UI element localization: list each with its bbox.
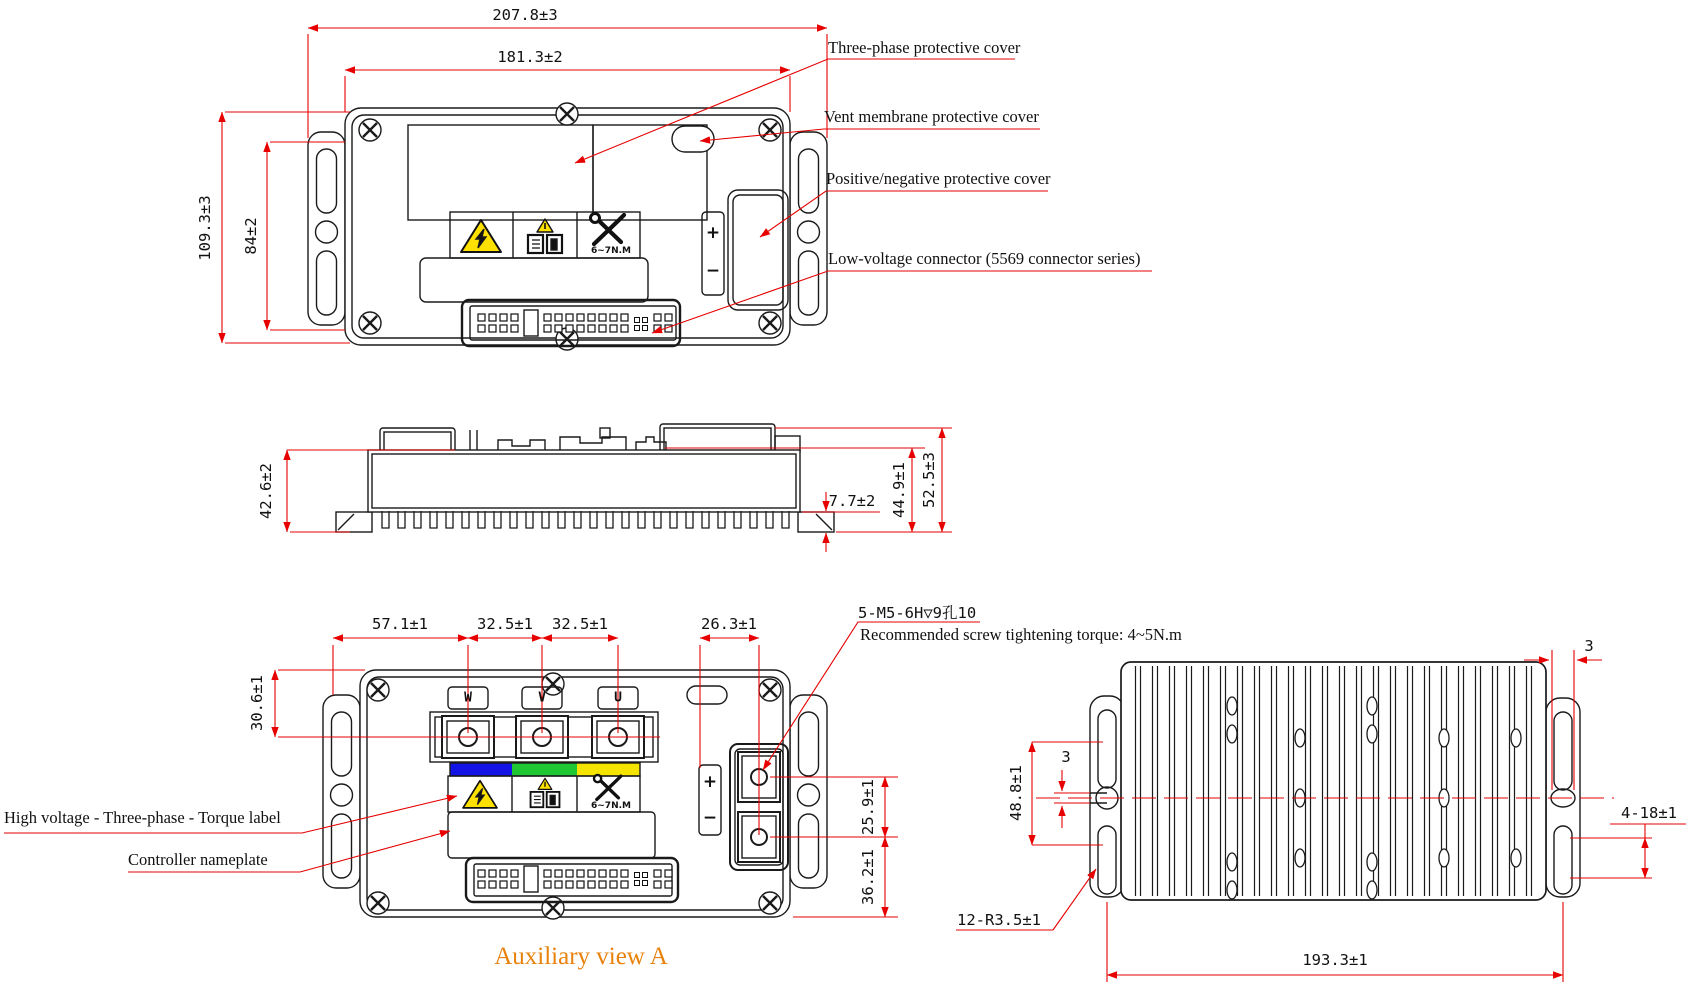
mount-ear-right [790,132,827,325]
dim-aux-phase-depth: 30.6±1 [248,675,266,731]
torque-badge-aux: 6~7N.M [591,801,631,811]
dim-bottom-fillet: 12-R3.5±1 [957,911,1041,929]
note-thread-spec: 5-M5-6H▽9孔10 [858,604,977,622]
phase-color-bar [450,763,640,776]
dim-top-overall-width: 207.8±3 [492,6,558,24]
aux-view-title: Auxiliary view A [494,943,668,970]
dim-top-inner-height: 84±2 [242,217,260,255]
top-view [308,103,827,350]
phase-label-v: V [538,690,546,706]
mount-ear-left [1090,696,1124,897]
dim-bottom-mount-slot: 4-18±1 [1621,804,1677,822]
dim-top-overall-height: 109.3±3 [196,195,214,261]
aux-view [323,670,827,919]
callout-low-voltage: Low-voltage connector (5569 connector series) [828,249,1141,268]
vent-membrane [687,686,727,704]
dim-aux-dc-bottom: 36.2±1 [859,849,877,905]
torque-badge-top: 6~7N.M [591,246,631,256]
dim-side-foot-height: 7.7±2 [828,492,876,510]
mount-ear-left [308,132,345,325]
callout-three-phase-cover: Three-phase protective cover [828,38,1021,57]
dim-side-overall-height: 52.5±3 [920,452,938,508]
dim-bottom-mount-width: 193.3±1 [1302,951,1368,969]
dim-side-upper-height: 44.9±1 [890,462,908,518]
mount-ear-left [323,695,360,888]
mount-ear-right [790,695,827,888]
dim-aux-dc-offset: 26.3±1 [701,615,757,633]
dim-aux-dc-pitch: 25.9±1 [859,779,877,835]
minus-mark-aux: − [702,808,718,828]
dim-aux-vu-pitch: 32.5±1 [552,615,608,633]
phase-label-u: U [614,690,622,706]
dim-side-body-height: 42.6±2 [257,463,275,519]
note-torque-spec: Recommended screw tightening torque: 4~5N.m [860,625,1182,644]
dim-bottom-ear-span: 48.8±1 [1007,765,1025,821]
dim-bottom-slot-left: 3 [1061,748,1071,766]
plus-mark-top: + [705,223,721,243]
dim-aux-wv-pitch: 32.5±1 [477,615,533,633]
heatsink-fins [1130,666,1538,896]
phase-label-w: W [464,690,472,706]
dim-top-cover-width: 181.3±2 [497,48,563,66]
side-view [336,424,834,532]
dim-aux-phase-offset: 57.1±1 [372,615,428,633]
minus-mark-top: − [705,261,721,281]
callout-pos-neg-cover: Positive/negative protective cover [826,169,1051,188]
callout-label-strip: High voltage - Three-phase - Torque label [4,808,281,827]
bottom-view [1090,662,1580,900]
plus-mark-aux: + [702,772,718,792]
callout-vent-cover: Vent membrane protective cover [824,107,1039,126]
dim-bottom-slot-right: 3 [1584,637,1594,655]
vent-membrane [672,126,714,152]
callout-nameplate: Controller nameplate [128,850,268,869]
